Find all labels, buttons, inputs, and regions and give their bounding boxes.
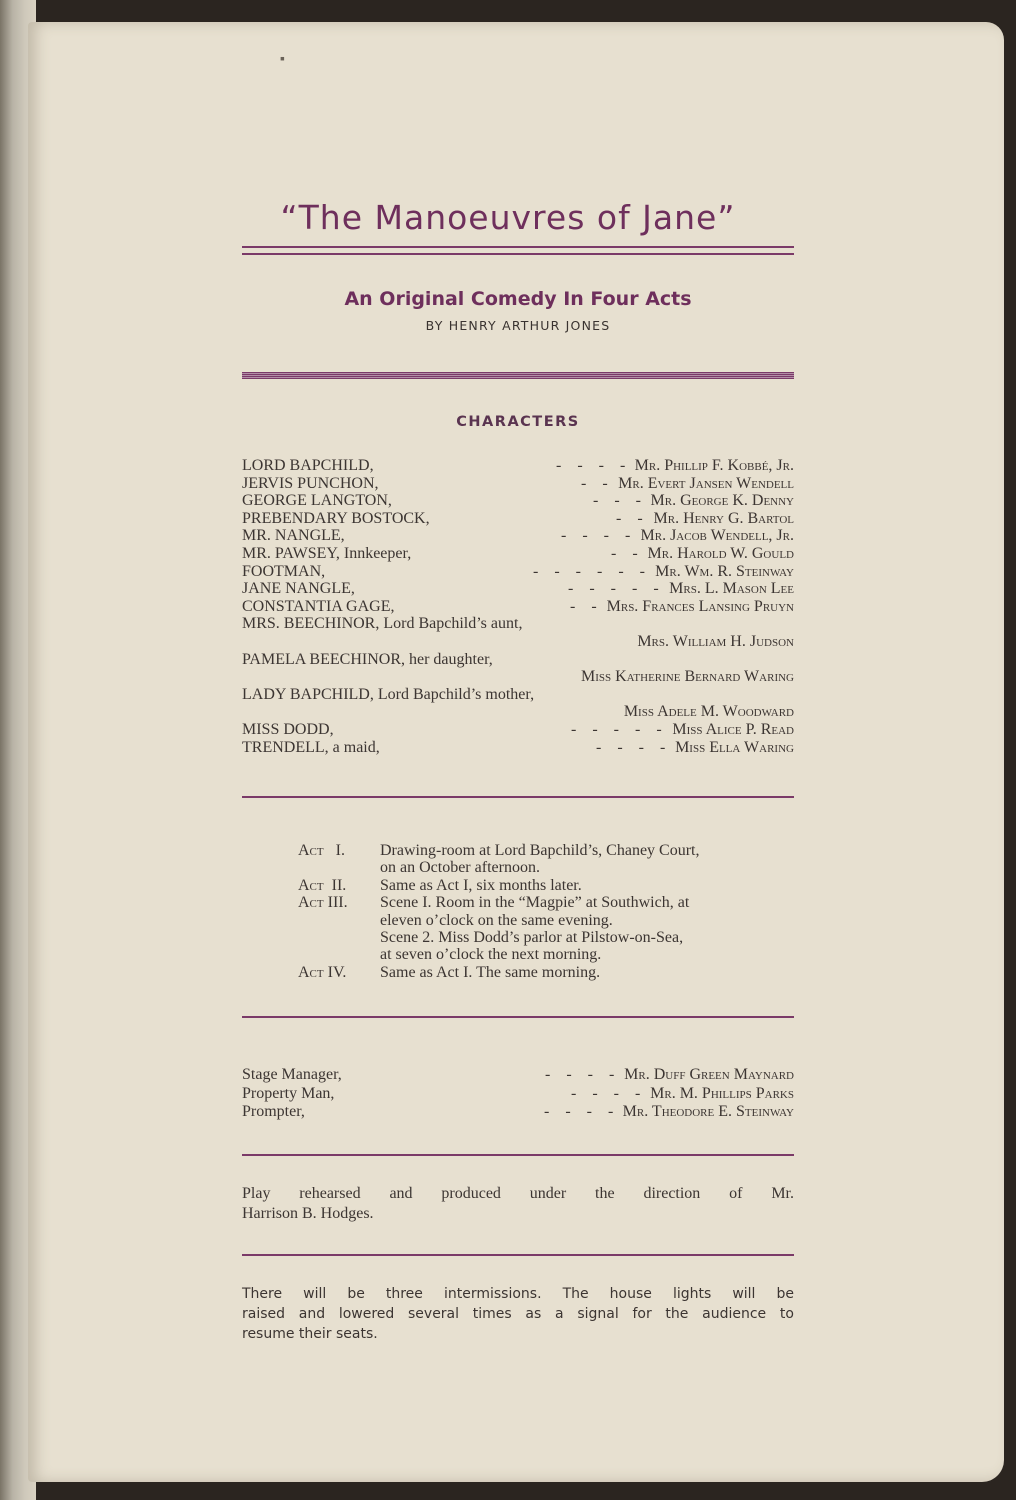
act-description-line: Same as Act I, six months later. xyxy=(380,876,582,894)
note-word: There xyxy=(242,1286,283,1302)
note-word: to xyxy=(779,1306,794,1322)
act-description xyxy=(380,894,798,964)
role-name: CONSTANTIA GAGE, xyxy=(242,597,395,615)
note-word: the xyxy=(665,1306,689,1322)
actor-name: Mr. Harold W. Gould xyxy=(647,544,794,562)
note-word: intermissions. xyxy=(443,1286,542,1302)
crew-role: Prompter, xyxy=(242,1103,305,1120)
cast-row xyxy=(242,475,794,493)
role-name: MRS. BEECHINOR, Lord Bapchild’s aunt, xyxy=(242,615,523,633)
note-word: lowered xyxy=(338,1306,395,1322)
divider-rule xyxy=(242,796,794,798)
actor-name: Mrs. William H. Judson xyxy=(637,632,794,650)
role-name: PAMELA BEECHINOR, her daughter, xyxy=(242,650,493,668)
note-word: produced xyxy=(441,1185,501,1202)
act-list xyxy=(298,842,798,981)
note-word: house xyxy=(609,1286,652,1302)
note-word: times xyxy=(472,1306,512,1322)
actor-name: Mr. Jacob Wendell, Jr. xyxy=(640,527,794,545)
note-word: as xyxy=(525,1306,542,1322)
role-name: GEORGE LANGTON, xyxy=(242,492,392,510)
intermission-note xyxy=(242,1284,794,1344)
title-rule xyxy=(242,246,794,255)
act-description-line: Scene I. Room in the “Magpie” at Southwich, at xyxy=(380,894,690,912)
actor-name: Mr. Phillip F. Kobbé, Jr. xyxy=(634,457,794,474)
leader-dashes: - - - - xyxy=(556,457,626,474)
act-row xyxy=(298,877,798,894)
crew-row xyxy=(242,1103,794,1122)
leader-dashes: - - - - xyxy=(596,738,666,756)
role-name: PREBENDARY BOSTOCK, xyxy=(242,509,430,527)
crew-name: Mr. Theodore E. Steinway xyxy=(622,1103,794,1120)
note-word: lights xyxy=(672,1286,712,1302)
cast-row xyxy=(242,457,794,475)
act-row xyxy=(298,894,798,964)
act-description-line: at seven o’clock the next morning. xyxy=(380,946,602,964)
note-word: of xyxy=(729,1185,743,1202)
play-subtitle: An Original Comedy In Four Acts xyxy=(344,288,692,310)
role-name: FOOTMAN, xyxy=(242,562,326,580)
note-word: several xyxy=(408,1306,460,1322)
note-word: signal xyxy=(577,1306,619,1322)
leader-dashes: - - - - xyxy=(561,527,631,545)
note-word: three xyxy=(385,1286,423,1302)
characters-heading: CHARACTERS xyxy=(456,414,580,430)
ink-speck: ▪ xyxy=(280,52,285,67)
divider-rule xyxy=(242,1254,794,1256)
cast-list xyxy=(242,457,794,756)
act-description-line: eleven o’clock on the same evening. xyxy=(380,911,613,929)
crew-list xyxy=(242,1066,794,1122)
actor-name: Mr. George K. Denny xyxy=(650,492,794,510)
role-name: LORD BAPCHILD, xyxy=(242,457,374,474)
role-name: MR. PAWSEY, Innkeeper, xyxy=(242,544,412,562)
play-title: “The Manoeuvres of Jane” xyxy=(280,198,736,237)
leader-dashes: - - - - xyxy=(545,1066,615,1083)
actor-name: Mrs. L. Mason Lee xyxy=(669,580,794,598)
divider-rule xyxy=(242,1016,794,1018)
note-word: direction xyxy=(643,1185,701,1202)
act-label: Act II. xyxy=(298,876,347,894)
note-word: will xyxy=(732,1286,756,1302)
act-description xyxy=(380,877,798,894)
cast-row xyxy=(242,739,794,757)
role-name: MISS DODD, xyxy=(242,720,334,738)
note-word: audience xyxy=(702,1306,767,1322)
note-word: for xyxy=(632,1306,652,1322)
role-name: TRENDELL, a maid, xyxy=(242,738,380,756)
act-label: Act I. xyxy=(298,842,345,859)
note-word: will xyxy=(303,1286,327,1302)
actor-name: Miss Adele M. Woodward xyxy=(623,703,794,721)
actor-name: Miss Ella Waring xyxy=(675,738,794,756)
leader-dashes: - - - - - xyxy=(571,720,662,738)
rehearsal-note xyxy=(242,1184,794,1224)
note-word: Play xyxy=(242,1185,271,1202)
cast-row xyxy=(242,563,794,581)
note-word: raised xyxy=(242,1306,286,1322)
cast-row xyxy=(242,580,794,598)
note-word: The xyxy=(562,1286,589,1302)
leader-dashes: - - - - - xyxy=(568,580,659,598)
actor-name: Mr. Henry G. Bartol xyxy=(653,509,794,527)
leader-dashes: - - xyxy=(611,544,638,562)
note-word: under xyxy=(529,1185,567,1202)
crew-name: Mr. Duff Green Maynard xyxy=(624,1066,794,1083)
leader-dashes: - - - - - - xyxy=(533,562,645,580)
leader-dashes: - - xyxy=(616,509,643,527)
leader-dashes: - - xyxy=(570,597,597,615)
crew-row xyxy=(242,1085,794,1104)
role-name: LADY BAPCHILD, Lord Bapchild’s mother, xyxy=(242,685,535,703)
leader-dashes: - - - xyxy=(593,492,641,510)
act-description-line: Same as Act I. The same morning. xyxy=(380,963,601,981)
program-page xyxy=(28,22,1004,1482)
cast-row xyxy=(242,545,794,563)
leader-dashes: - - - - xyxy=(544,1103,614,1120)
crew-role: Stage Manager, xyxy=(242,1066,342,1083)
act-description-line: Drawing-room at Lord Bapchild’s, Chaney Court, xyxy=(380,842,700,859)
cast-row xyxy=(242,721,794,739)
play-author: BY HENRY ARTHUR JONES xyxy=(425,318,611,333)
actor-name: Miss Alice P. Read xyxy=(672,720,794,738)
note-word: a xyxy=(555,1306,564,1322)
note-word: and xyxy=(389,1185,413,1202)
cast-row xyxy=(242,510,794,528)
divider-rule xyxy=(242,1154,794,1156)
intermission-note-line: resume their seats. xyxy=(242,1326,378,1342)
cast-row xyxy=(242,492,794,510)
crew-row xyxy=(242,1066,794,1085)
leader-dashes: - - - - xyxy=(571,1084,641,1102)
act-description xyxy=(380,842,798,877)
role-name: JANE NANGLE, xyxy=(242,580,355,598)
act-label: Act IV. xyxy=(298,963,347,981)
note-word: be xyxy=(776,1286,794,1302)
note-word: be xyxy=(347,1286,365,1302)
section-rule xyxy=(242,372,794,379)
role-name: MR. NANGLE, xyxy=(242,527,345,545)
cast-row xyxy=(242,598,794,616)
actor-name: Mr. Evert Jansen Wendell xyxy=(618,474,794,492)
actor-name: Miss Katherine Bernard Waring xyxy=(581,668,794,686)
cast-row xyxy=(242,527,794,545)
note-word: and xyxy=(298,1306,326,1322)
crew-role: Property Man, xyxy=(242,1084,335,1102)
act-description-line: Scene 2. Miss Dodd’s parlor at Pilstow-on-Sea, xyxy=(380,929,684,947)
rehearsal-note-line: Harrison B. Hodges. xyxy=(242,1205,374,1222)
role-name: JERVIS PUNCHON, xyxy=(242,474,379,492)
act-description-line: on an October afternoon. xyxy=(380,859,540,877)
note-word: the xyxy=(595,1185,615,1202)
act-description xyxy=(380,964,798,981)
crew-name: Mr. M. Phillips Parks xyxy=(650,1084,794,1102)
act-label: Act III. xyxy=(298,894,348,912)
note-word: Mr. xyxy=(771,1185,794,1202)
note-word: rehearsed xyxy=(299,1185,361,1202)
leader-dashes: - - xyxy=(581,474,608,492)
act-row xyxy=(298,842,798,877)
actor-name: Mr. Wm. R. Steinway xyxy=(655,562,794,580)
act-row xyxy=(298,964,798,981)
actor-name: Mrs. Frances Lansing Pruyn xyxy=(606,597,794,615)
